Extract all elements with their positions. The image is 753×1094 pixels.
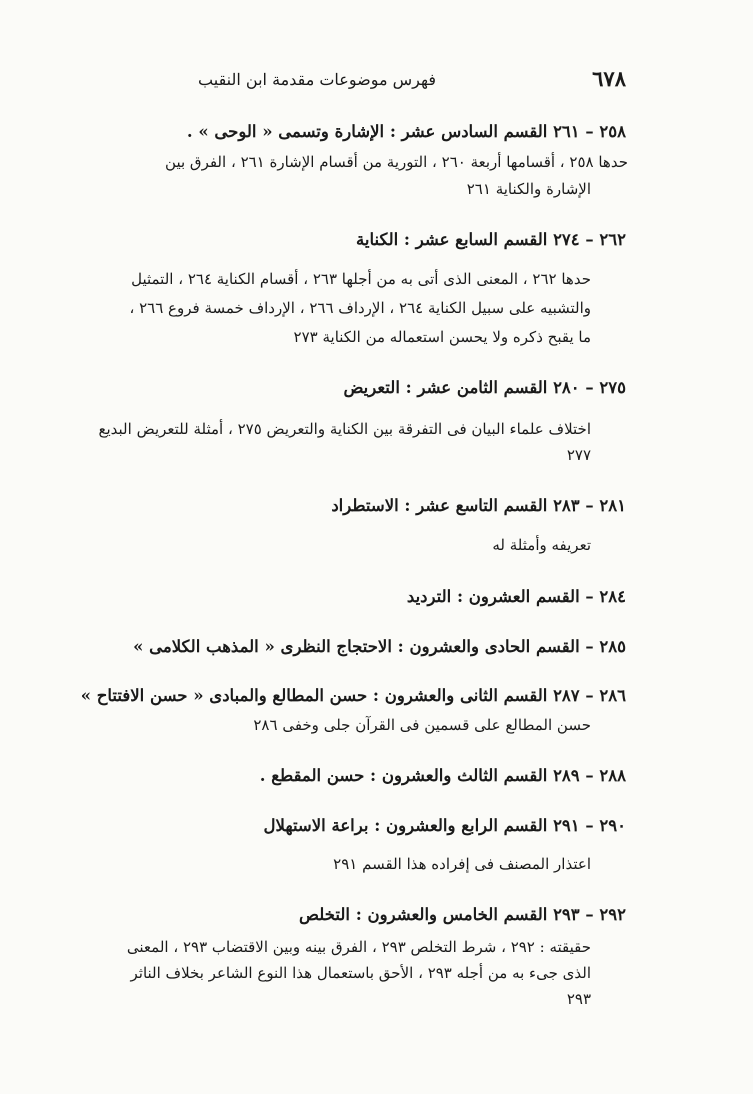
page-number: ٦٧٨ <box>592 66 626 91</box>
entry-line: والتشبيه على سبيل الكناية ٢٦٤ ، الإرداف ٢٦٦ ، الإرداف خمسة فروع ٢٦٦ ، <box>129 299 591 317</box>
entry-heading: ٢٧٥ – ٢٨٠ القسم الثامن عشر : التعريض <box>343 378 626 397</box>
entry-heading: ٢٨٨ – ٢٨٩ القسم الثالث والعشرون : حسن المقطع . <box>259 766 626 785</box>
entry-heading: ٢٥٨ – ٢٦١ القسم السادس عشر : الإشارة وتسمى « الوحى » . <box>186 122 626 141</box>
entry-heading: ٢٨١ – ٢٨٣ القسم التاسع عشر : الاستطراد <box>331 496 626 515</box>
entry-line: اختلاف علماء البيان فى التفرقة بين الكناية والتعريض ٢٧٥ ، أمثلة للتعريض البديع <box>98 420 591 438</box>
entry-line: حدها ٢٦٢ ، المعنى الذى أتى به من أجلها ٢٦٣ ، أقسام الكناية ٢٦٤ ، التمثيل <box>131 270 591 288</box>
entry-line: حدها ٢٥٨ ، أقسامها أربعة ٢٦٠ ، التورية من أقسام الإشارة ٢٦١ ، الفرق بين <box>165 153 628 171</box>
entry-heading: ٢٦٢ – ٢٧٤ القسم السابع عشر : الكناية <box>356 230 626 249</box>
entry-line: الذى جىء به من أجله ٢٩٣ ، الأحق باستعمال هذا النوع الشاعر بخلاف الناثر <box>130 964 591 982</box>
entry-line: ٢٩٣ <box>566 990 591 1008</box>
entry-line: اعتذار المصنف فى إفراده هذا القسم ٢٩١ <box>333 855 591 873</box>
entry-heading: ٢٩٠ – ٢٩١ القسم الرابع والعشرون : براعة الاستهلال <box>263 816 626 835</box>
running-head <box>118 66 626 98</box>
running-title: فهرس موضوعات مقدمة ابن النقيب <box>198 70 436 89</box>
entry-line: الإشارة والكناية ٢٦١ <box>466 180 591 198</box>
entry-heading: ٢٩٢ – ٢٩٣ القسم الخامس والعشرون : التخلص <box>299 905 626 924</box>
entry-line: تعريفه وأمثلة له <box>492 536 591 554</box>
entry-line: حسن المطالع على قسمين فى القرآن جلى وخفى ٢٨٦ <box>253 716 591 734</box>
entry-heading: ٢٨٦ – ٢٨٧ القسم الثانى والعشرون : حسن المطالع والمبادى « حسن الافتتاح » <box>80 686 626 705</box>
entry-heading: ٢٨٤ – القسم العشرون : الترديد <box>406 587 626 606</box>
entry-line: ما يقبح ذكره ولا يحسن استعماله من الكناية ٢٧٣ <box>293 328 591 346</box>
entry-line: حقيقته : ٢٩٢ ، شرط التخلص ٢٩٣ ، الفرق بينه وبين الاقتضاب ٢٩٣ ، المعنى <box>126 938 591 956</box>
entry-line: ٢٧٧ <box>566 446 591 464</box>
entry-heading: ٢٨٥ – القسم الحادى والعشرون : الاحتجاج النظرى « المذهب الكلامى » <box>133 637 626 656</box>
